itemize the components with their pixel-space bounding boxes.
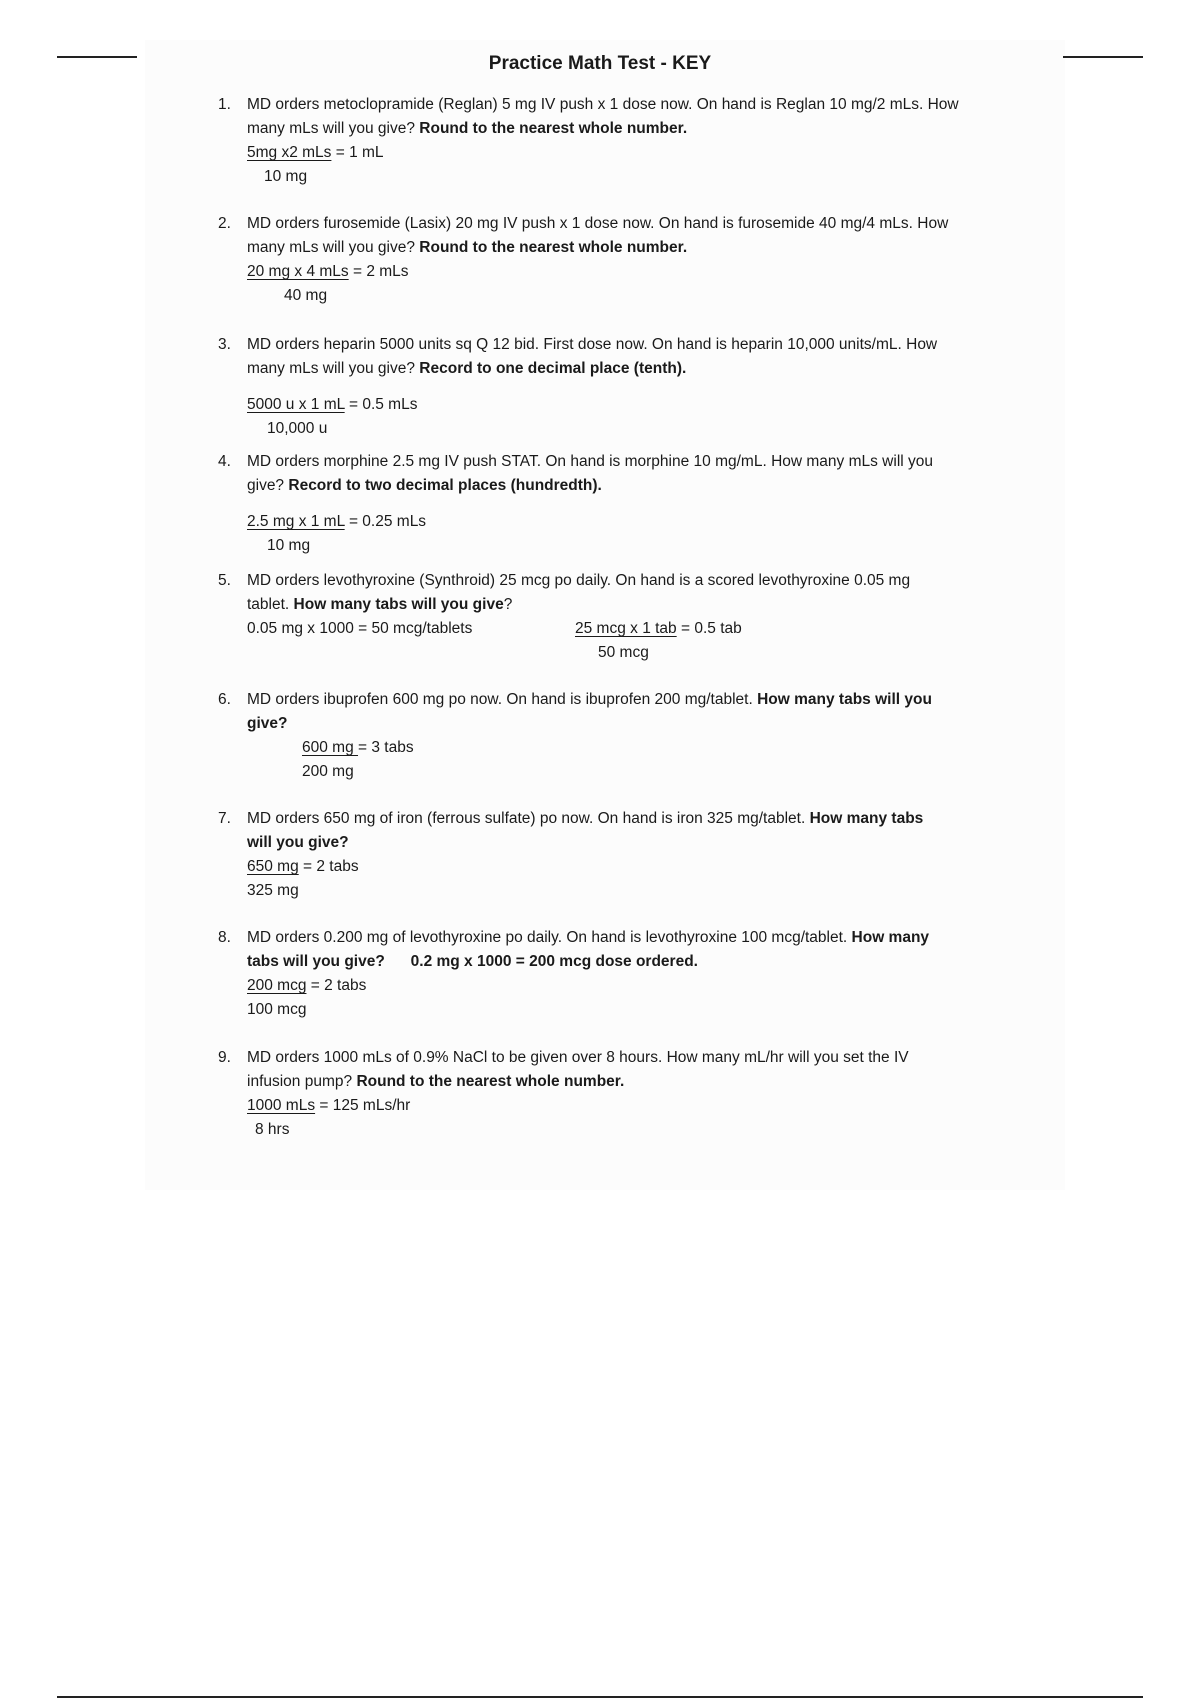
question-line: will you give?	[247, 834, 349, 851]
conversion: 0.05 mg x 1000 = 50 mcg/tablets	[247, 620, 473, 637]
question-line: MD orders 650 mg of iron (ferrous sulfate) po now. On hand is iron 325 mg/tablet. How many tabs	[247, 810, 924, 827]
problem-6	[218, 688, 1008, 784]
solution-fraction	[247, 736, 1008, 784]
problem-number: 9.	[218, 1049, 231, 1066]
numerator: 1000 mLs	[247, 1097, 316, 1114]
solution-fraction	[247, 974, 1008, 1022]
result: = 3 tabs	[358, 739, 414, 756]
problem-number: 1.	[218, 96, 231, 113]
result: = 125 mLs/hr	[315, 1097, 411, 1114]
numerator: 2.5 mg x 1 mL	[247, 513, 345, 530]
result: = 0.25 mLs	[344, 513, 427, 530]
page-title: Practice Math Test - KEY	[488, 53, 712, 74]
problem-number: 2.	[218, 215, 231, 232]
result: = 2 tabs	[306, 977, 367, 994]
problem-2	[218, 212, 1008, 308]
solution-fraction	[247, 855, 1008, 903]
solution-fraction	[247, 393, 1008, 441]
denominator: 10,000 u	[267, 420, 328, 437]
problem-number: 3.	[218, 336, 231, 353]
question-line: MD orders furosemide (Lasix) 20 mg IV push x 1 dose now. On hand is furosemide 40 mg/4 mLs. How	[247, 215, 949, 232]
denominator: 10 mg	[264, 168, 308, 185]
solution-fraction	[247, 1094, 1008, 1142]
problem-5	[218, 569, 1008, 665]
numerator: 5000 u x 1 mL	[247, 396, 345, 413]
numerator: 25 mcg x 1 tab	[575, 620, 677, 637]
denominator: 200 mg	[302, 763, 354, 780]
numerator: 600 mg	[302, 739, 359, 756]
problem-number: 8.	[218, 929, 231, 946]
problem-3	[218, 333, 1008, 441]
question-line: give?	[247, 715, 288, 732]
denominator: 50 mcg	[598, 644, 649, 661]
numerator: 20 mg x 4 mLs	[247, 263, 349, 280]
solution-fraction	[247, 617, 1008, 665]
question-line: many mLs will you give? Record to one decimal place (tenth).	[247, 360, 687, 377]
solution-fraction	[247, 260, 1008, 308]
question-line: MD orders metoclopramide (Reglan) 5 mg IV push x 1 dose now. On hand is Reglan 10 mg/2 mLs. How	[247, 96, 959, 113]
denominator: 325 mg	[247, 882, 299, 899]
question-line: MD orders ibuprofen 600 mg po now. On hand is ibuprofen 200 mg/tablet. How many tabs will you	[247, 691, 932, 708]
problem-number: 4.	[218, 453, 231, 470]
result: = 1 mL	[331, 144, 384, 161]
denominator: 10 mg	[267, 537, 311, 554]
result: = 0.5 tab	[676, 620, 742, 637]
denominator: 40 mg	[284, 287, 328, 304]
solution-fraction	[247, 141, 1008, 189]
question-line: infusion pump? Round to the nearest whole number.	[247, 1073, 625, 1090]
solution-fraction	[247, 510, 1008, 558]
question-line: give? Record to two decimal places (hundredth).	[247, 477, 602, 494]
question-line: many mLs will you give? Round to the nearest whole number.	[247, 239, 688, 256]
denominator: 8 hrs	[255, 1121, 290, 1138]
question-line: MD orders 0.200 mg of levothyroxine po daily. On hand is levothyroxine 100 mcg/tablet. How many	[247, 929, 930, 946]
result: = 2 mLs	[348, 263, 409, 280]
question-line: tabs will you give? 0.2 mg x 1000 = 200 mcg dose ordered.	[247, 953, 698, 970]
problem-9	[218, 1046, 1008, 1142]
result: = 2 tabs	[298, 858, 359, 875]
question-line: MD orders levothyroxine (Synthroid) 25 mcg po daily. On hand is a scored levothyroxine 0.05 mg	[247, 572, 911, 589]
question-line: many mLs will you give? Round to the nearest whole number.	[247, 120, 688, 137]
question-line: MD orders 1000 mLs of 0.9% NaCl to be given over 8 hours. How many mL/hr will you set the IV	[247, 1049, 909, 1066]
problem-8	[218, 926, 1008, 1022]
footer-rule	[57, 1696, 1143, 1698]
question-line: MD orders morphine 2.5 mg IV push STAT. On hand is morphine 10 mg/mL. How many mLs will you	[247, 453, 934, 470]
result: = 0.5 mLs	[344, 396, 418, 413]
problem-number: 7.	[218, 810, 231, 827]
numerator: 200 mcg	[247, 977, 307, 994]
denominator: 100 mcg	[247, 1001, 307, 1018]
question-line: tablet. How many tabs will you give?	[247, 596, 513, 613]
problem-4	[218, 450, 1008, 558]
problem-1	[218, 93, 1008, 189]
problem-number: 6.	[218, 691, 231, 708]
problem-number: 5.	[218, 572, 231, 589]
numerator: 650 mg	[247, 858, 299, 875]
problem-7	[218, 807, 1008, 903]
numerator: 5mg x2 mLs	[247, 144, 332, 161]
question-line: MD orders heparin 5000 units sq Q 12 bid. First dose now. On hand is heparin 10,000 units/mL. How	[247, 336, 938, 353]
